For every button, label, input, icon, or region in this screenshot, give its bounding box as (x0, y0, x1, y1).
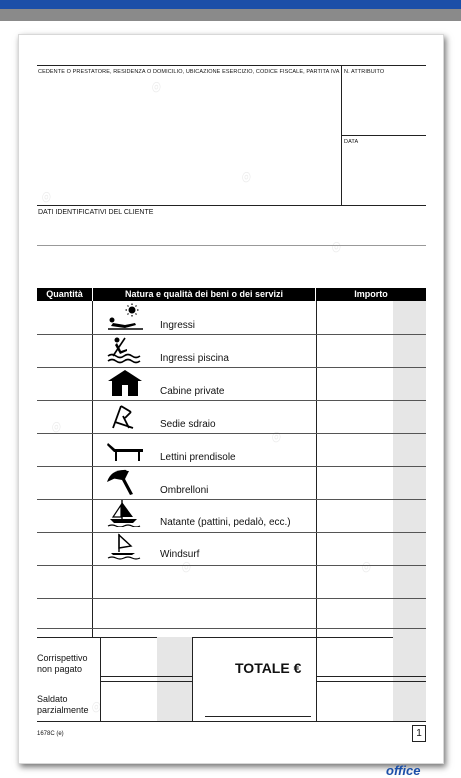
number-label: N. ATTRIBUITO (344, 69, 385, 75)
brand-logo: office (386, 763, 421, 778)
unpaid-label: Corrispettivo non pagato (37, 653, 88, 674)
house-icon (105, 369, 145, 397)
page-number: 1 (412, 725, 426, 742)
beach-umbrella-icon (105, 468, 145, 496)
item-label-ingressi: Ingressi (160, 320, 196, 331)
client-label: DATI IDENTIFICATIVI DEL CLIENTE (38, 209, 154, 216)
footer-bottom-line (37, 721, 426, 722)
footer-hline-1 (100, 676, 192, 677)
form-code: 1678C (e) (37, 731, 64, 737)
cents-column-shade (393, 301, 426, 637)
top-gray-stripe (0, 9, 461, 21)
item-label-ingressi-piscina: Ingressi piscina (160, 353, 229, 364)
header-top-line (37, 65, 426, 66)
footer-hline-3 (316, 676, 426, 677)
column-amount: Importo (316, 288, 426, 301)
client-line (37, 245, 426, 246)
item-label-lettini: Lettini prendisole (160, 452, 236, 463)
date-label: DATA (344, 139, 359, 145)
header-bottom-line (37, 205, 426, 206)
footer-shade-2 (393, 637, 426, 721)
footer-line-c (316, 637, 317, 721)
footer-shade-1 (157, 637, 192, 721)
signature-line (205, 716, 311, 717)
sunbather-icon (105, 303, 145, 331)
item-label-sedie: Sedie sdraio (160, 419, 216, 430)
seller-label: CEDENTE O PRESTATORE, RESIDENZA O DOMICILIO, UBICAZIONE ESERCIZIO, CODICE FISCALE, PARTITA IVA (38, 69, 340, 75)
sailboat-icon (105, 499, 145, 527)
sunbed-icon (105, 435, 145, 463)
footer-hline-4 (316, 681, 426, 682)
swimming-pool-icon (105, 336, 145, 364)
total-label: TOTALE € (235, 660, 302, 676)
item-label-windsurf: Windsurf (160, 549, 200, 560)
footer-hline-2 (100, 681, 192, 682)
column-quantity: Quantità (37, 288, 92, 301)
deck-chair-icon (105, 402, 145, 430)
footer-line-a (100, 637, 101, 721)
table-col-line-1 (92, 301, 93, 637)
top-blue-stripe (0, 0, 461, 9)
column-description: Natura e qualità dei beni o dei servizi (93, 288, 315, 301)
windsurf-icon (105, 532, 145, 560)
item-label-ombrelloni: Ombrelloni (160, 485, 209, 496)
item-label-natante: Natante (pattini, pedalò, ecc.) (160, 517, 291, 528)
table-col-line-2 (316, 301, 317, 637)
number-date-separator (341, 135, 426, 136)
footer-line-b (192, 637, 193, 721)
partial-label: Saldato parzialmente (37, 694, 89, 715)
item-label-cabine: Cabine private (160, 386, 225, 397)
